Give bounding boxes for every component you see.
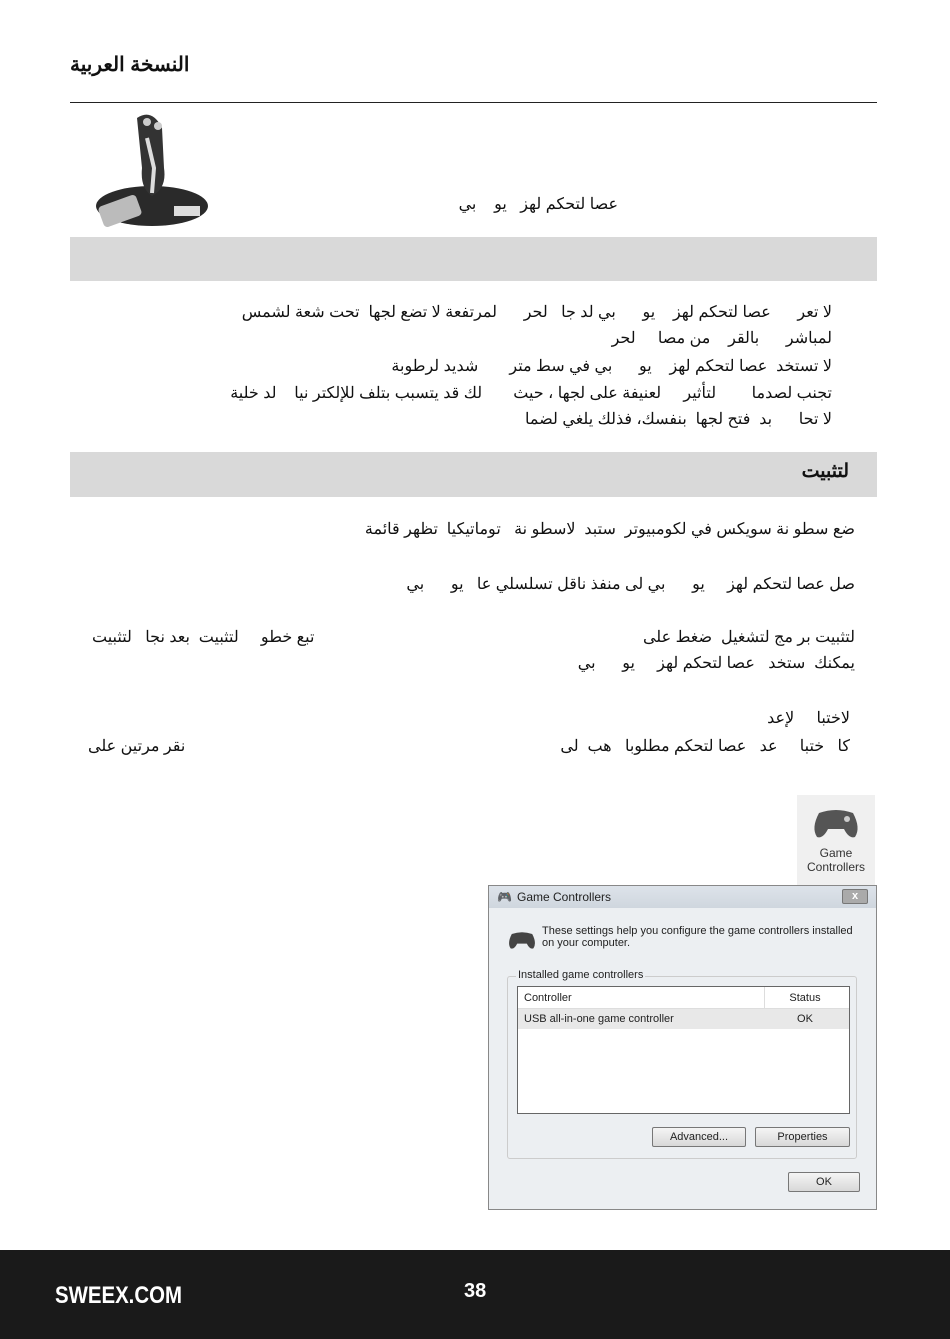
warning-line: لا تحا بد فتح لجها بنفسك، فذلك يلغي لضما: [525, 411, 832, 428]
header-divider: [70, 102, 877, 103]
gamepad-icon: [505, 928, 539, 952]
column-header-status[interactable]: Status: [789, 992, 821, 1004]
list-header: [518, 987, 849, 1009]
close-button[interactable]: x: [842, 889, 868, 904]
install-step: [92, 627, 855, 647]
titlebar-gamepad-icon: 🎮: [497, 890, 512, 904]
product-caption: عصا لتحكم لهز يو بي: [458, 196, 618, 213]
gamepad-icon: [811, 803, 861, 843]
controller-name: USB all-in-one game controller: [524, 1013, 674, 1025]
install-step-part: تبع خطو لتثبيت بعد نجا لتثبيت: [92, 629, 315, 646]
column-header-controller[interactable]: Controller: [518, 987, 765, 1008]
brand-logo: SWEEX.COM: [55, 1282, 182, 1309]
icon-label: Game: [819, 846, 853, 860]
install-header-bar: [70, 452, 877, 497]
test-step: [88, 736, 850, 756]
warning-line: لا تعر عصا لتحكم لهز يو بي لد جا لحر لمرتفعة لا تضع لجها تحت شعة لشمس: [241, 304, 832, 321]
install-step-part: لتثبيت بر مج لتشغيل ضغط على: [642, 629, 855, 646]
warning-line: لا تستخد عصا لتحكم لهز يو بي في سط متر شديد لرطوبة: [391, 358, 832, 375]
group-label: Installed game controllers: [518, 969, 644, 981]
warnings-header-bar: [70, 237, 877, 281]
game-controllers-dialog: [488, 885, 877, 1210]
test-title: لاختبا لإعد: [767, 710, 850, 727]
test-step-part: نقر مرتين على: [88, 738, 186, 755]
game-controllers-desktop-icon[interactable]: [797, 795, 875, 885]
page-title: النسخة العربية: [70, 54, 190, 76]
install-step: صل عصا لتحكم لهز يو بي لى منفذ ناقل تسلسلي عا يو بي: [406, 576, 855, 593]
dialog-title: Game Controllers: [517, 890, 612, 904]
properties-button[interactable]: Properties: [755, 1127, 850, 1147]
controllers-list[interactable]: [517, 986, 850, 1114]
advanced-button[interactable]: Advanced...: [652, 1127, 746, 1147]
install-section-title: لتثبيت: [801, 461, 849, 482]
table-row[interactable]: [518, 1009, 849, 1029]
footer: [0, 1250, 950, 1339]
install-step: يمكنك ستخد عصا لتحكم لهز يو بي: [577, 655, 855, 672]
warning-line: تجنب لصدما لتأثير لعنيفة على لجها ، حيث لك قد يتسبب بتلف للإلكتر نيا لد خلية: [230, 385, 832, 402]
ok-button[interactable]: OK: [788, 1172, 860, 1192]
dialog-description: These settings help you configure the game controllers installed on your computer.: [542, 925, 853, 949]
warning-line: لمباشر بالقر من مصا لحر: [611, 330, 832, 347]
dialog-titlebar: [489, 886, 876, 908]
page-number: 38: [464, 1280, 487, 1302]
icon-label: Controllers: [806, 860, 866, 874]
joystick-image: [92, 108, 212, 232]
test-step-part: كا ختبا عد عصا لتحكم مطلوبا هب لى: [560, 738, 850, 755]
controller-status: OK: [797, 1013, 813, 1025]
install-step: ضع سطو نة سويكس في لكومبيوتر ستبد لاسطو نة توماتيكيا تظهر قائمة: [364, 521, 855, 538]
